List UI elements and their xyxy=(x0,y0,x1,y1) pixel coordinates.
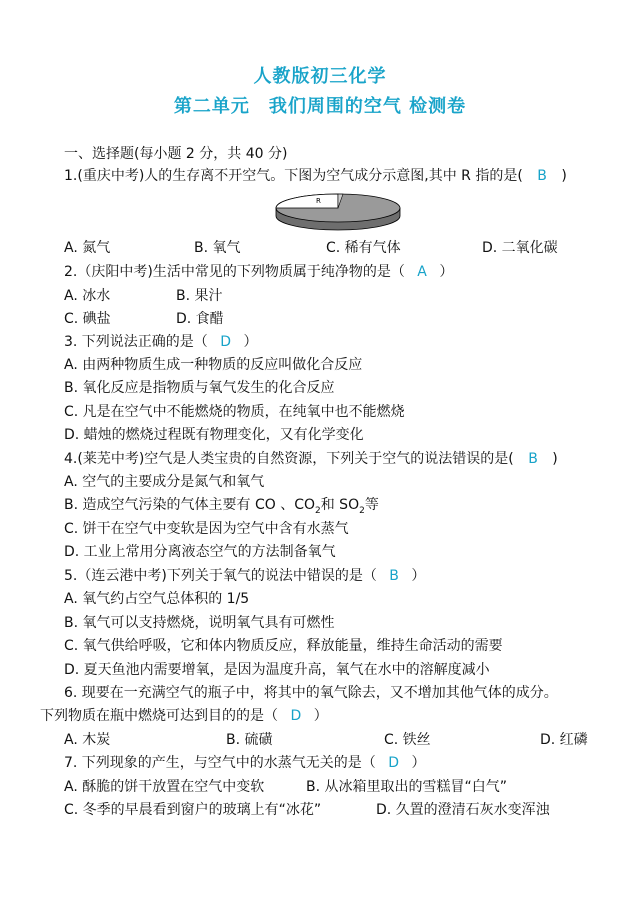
question-5-option-b: B. 氧气可以支持燃烧，说明氧气具有可燃性 xyxy=(64,615,335,631)
question-5-option-c: C. 氧气供给呼吸，它和体内物质反应，释放能量，维持生命活动的需要 xyxy=(64,638,503,654)
question-2-option-a: A. 冰水 xyxy=(64,288,111,304)
question-4-option-b: B. 造成空气污染的气体主要有 CO 、$CO_2$和 $SO_2$等 xyxy=(64,497,379,516)
question-7-option-c: C. 冬季的早晨看到窗户的玻璃上有“冰花” xyxy=(64,802,322,818)
question-6-option-b: B. 硫磺 xyxy=(226,732,273,748)
question-6-stem-line-1: 6. 现要在一充满空气的瓶子中，将其中的氧气除去，又不增加其他气体的成分。 xyxy=(64,685,558,701)
question-6-answer: D xyxy=(290,708,302,724)
question-3-option-d: D. 蜡烛的燃烧过程既有物理变化，又有化学变化 xyxy=(64,427,364,443)
question-5-option-a: A. 氧气约占空气总体积的 1/5 xyxy=(64,591,250,607)
question-7-option-b: B. 从冰箱里取出的雪糕冒“白气” xyxy=(306,779,508,795)
question-4-stem: 4.(莱芜中考)空气是人类宝贵的自然资源，下列关于空气的说法错误的是( xyxy=(64,451,514,467)
question-6: 下列物质在瓶中燃烧可达到目的的是（ D ） xyxy=(40,708,328,724)
question-5: 5.（连云港中考)下列关于氧气的说法中错误的是（ B ） xyxy=(64,568,426,584)
question-1-stem: 1.(重庆中考)人的生存离不开空气。下图为空气成分示意图,其中 R 指的是( xyxy=(64,168,523,184)
question-4-answer: B xyxy=(528,451,538,467)
question-3-option-a: A. 由两种物质生成一种物质的反应叫做化合反应 xyxy=(64,357,363,373)
question-6-option-a: A. 木炭 xyxy=(64,732,111,748)
question-1-option-d: D. 二氧化碳 xyxy=(482,240,558,256)
pie-slice-label-r: R xyxy=(316,197,321,205)
question-2-option-c: C. 碘盐 xyxy=(64,311,111,327)
question-3-option-c: C. 凡是在空气中不能燃烧的物质，在纯氧中也不能燃烧 xyxy=(64,404,405,420)
question-7-option-d: D. 久置的澄清石灰水变浑浊 xyxy=(376,802,550,818)
question-3-stem: 3. 下列说法正确的是（ xyxy=(64,334,208,350)
question-4-option-a: A. 空气的主要成分是氮气和氧气 xyxy=(64,474,265,490)
question-4: 4.(莱芜中考)空气是人类宝贵的自然资源，下列关于空气的说法错误的是( B ) xyxy=(64,451,558,467)
question-4-option-d: D. 工业上常用分离液态空气的方法制备氧气 xyxy=(64,544,336,560)
question-2: 2.（庆阳中考)生活中常见的下列物质属于纯净物的是（ A ） xyxy=(64,264,454,280)
question-7-stem: 7. 下列现象的产生，与空气中的水蒸气无关的是（ xyxy=(64,755,376,771)
question-6-option-c: C. 铁丝 xyxy=(384,732,431,748)
unit-title: 第二单元 我们周围的空气 检测卷 xyxy=(173,96,467,117)
question-2-option-d: D. 食醋 xyxy=(176,311,224,327)
question-7: 7. 下列现象的产生，与空气中的水蒸气无关的是（ D ） xyxy=(64,755,426,771)
question-1-answer: B xyxy=(537,168,547,184)
question-1-option-c: C. 稀有气体 xyxy=(326,240,401,256)
question-6-stem-line-2: 下列物质在瓶中燃烧可达到目的的是（ xyxy=(40,708,278,724)
question-5-option-d: D. 夏天鱼池内需要增氧，是因为温度升高，氧气在水中的溶解度减小 xyxy=(64,662,490,678)
question-4-option-c: C. 饼干在空气中变软是因为空气中含有水蒸气 xyxy=(64,521,349,537)
question-3-answer: D xyxy=(220,334,232,350)
question-5-answer: B xyxy=(389,568,399,584)
question-2-stem: 2.（庆阳中考)生活中常见的下列物质属于纯净物的是（ xyxy=(64,264,405,280)
air-composition-pie-chart xyxy=(273,190,403,236)
question-7-option-a: A. 酥脆的饼干放置在空气中变软 xyxy=(64,779,265,795)
section-heading: 一、选择题(每小题 2 分，共 40 分) xyxy=(64,146,288,162)
question-5-stem: 5.（连云港中考)下列关于氧气的说法中错误的是（ xyxy=(64,568,377,584)
question-7-answer: D xyxy=(388,755,400,771)
question-1-option-a: A. 氮气 xyxy=(64,240,111,256)
question-6-option-d: D. 红磷 xyxy=(540,732,588,748)
document-title: 人教版初三化学 xyxy=(253,66,387,87)
question-2-answer: A xyxy=(417,264,427,280)
question-1: 1.(重庆中考)人的生存离不开空气。下图为空气成分示意图,其中 R 指的是( B ) xyxy=(64,168,567,184)
question-3-option-b: B. 氧化反应是指物质与氧气发生的化合反应 xyxy=(64,380,335,396)
question-3: 3. 下列说法正确的是（ D ） xyxy=(64,334,258,350)
question-2-option-b: B. 果汁 xyxy=(176,288,223,304)
question-1-option-b: B. 氧气 xyxy=(194,240,241,256)
